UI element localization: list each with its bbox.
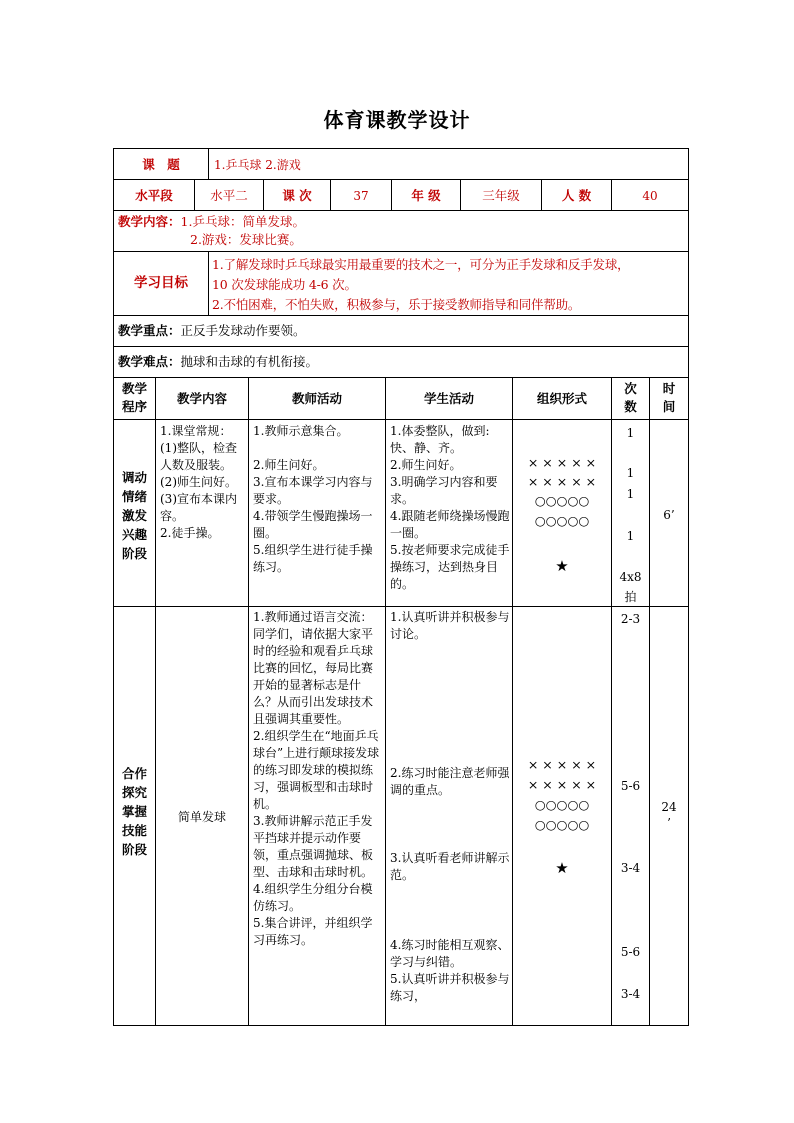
times-value: 1 [626, 466, 635, 480]
grade-label: 年 级 [411, 188, 441, 203]
teacher-star-icon: ★ [555, 859, 569, 877]
lesson-label: 课 次 [282, 188, 312, 203]
difficulty-label: 教学难点： [118, 354, 181, 369]
formation-row: × × × × × [527, 777, 597, 792]
formation-row: × × × × × [527, 474, 597, 489]
phase2-teacher: 1.教师通过语言交流：同学们，请依据大家平时的经验和观看乒乓球比赛的回忆，每局比赛开始的显著标志是什么？从而引出发球技术且强调其重要性。 2.组织学生在“地面乒乓球台”上进行颠球接发球的练习即发球的模拟练习，强调板型和击球时机。 3.教师讲解示范正手发平挡球并提示动作要领，重点强调抛球、板型、击球和击球时机。 4.组织学生分组分台模仿练习。 5.集合讲评，并组织学习再练习。 [253, 610, 380, 947]
phase1-time: 6’ [663, 508, 675, 522]
topic-value: 1.乒乓球 2.游戏 [214, 158, 301, 172]
difficulty-text: 抛球和击球的有机衔接。 [180, 354, 319, 369]
header-organization: 组织形式 [536, 391, 587, 406]
phase2-content: 简单发球 [177, 810, 226, 824]
goals-line2: 10 次发球能成功 4-6 次。 [212, 277, 357, 292]
phase1-teacher: 1.教师示意集合。 2.师生问好。 3.宣布本课学习内容与要求。 4.带领学生慢跑操场一圈。 5.组织学生进行徒手操练习。 [253, 424, 373, 574]
phase2-student-c: 3.认真听看老师讲解示范。 [390, 851, 510, 882]
header-time: 时 间 [662, 381, 676, 414]
page-title: 体育课教学设计 [323, 108, 471, 132]
times-value: 4x8 [619, 570, 642, 584]
formation-row: × × × × × [527, 757, 597, 772]
formation-row: ○○○○○ [534, 797, 590, 812]
phase1-student: 1.体委整队，做到:快、静、齐。 2.师生问好。 3.明确学习内容和要求。 4.跟随老师绕操场慢跑一圈。 5.按老师要求完成徒手操练习，达到热身目的。 [390, 424, 510, 591]
phase2-formation [513, 607, 611, 1025]
phase2-procedure: 合作 探究 掌握 技能 阶段 [121, 766, 147, 857]
level-label: 水平段 [135, 188, 173, 203]
times-value: 2-3 [620, 612, 641, 626]
header-times: 次 数 [624, 381, 637, 414]
times-value: 3-4 [620, 987, 641, 1001]
teaching-content-line2: 2.游戏：发球比赛。 [190, 232, 302, 247]
times-value: 拍 [624, 590, 637, 604]
header-teacher: 教师活动 [291, 391, 342, 406]
times-value: 1 [626, 426, 635, 440]
lesson-value: 37 [353, 189, 369, 203]
phase2-time: 24 ’ [661, 800, 677, 830]
phase1-procedure: 调动 情绪 激发 兴趣 阶段 [121, 470, 147, 561]
header-procedure: 教学 程序 [121, 381, 147, 414]
key-point [118, 322, 688, 340]
count-label: 人 数 [561, 188, 592, 203]
header-student: 学生活动 [423, 391, 474, 406]
formation-row: ○○○○○ [534, 513, 590, 528]
grade-value: 三年级 [482, 188, 520, 203]
phase1-formation [513, 420, 611, 606]
key-point-text: 正反手发球动作要领。 [180, 323, 306, 338]
goals-text [212, 255, 688, 315]
level-value: 水平二 [210, 188, 248, 203]
header-content: 教学内容 [176, 391, 227, 406]
phase1-content: 1.课堂常规： (1)整队，检查人数及服装。 (2)师生问好。 (3)宣布本课内容。 2.徒手操。 [160, 424, 237, 540]
goals-line1: 1.了解发球时乒乓球最实用最重要的技术之一，可分为正手发球和反手发球， [212, 257, 630, 272]
phase2-student-d: 4.练习时能相互观察、学习与纠错。 5.认真听讲并积极参与练习， [390, 938, 510, 1003]
formation-row: ○○○○○ [534, 817, 590, 832]
phase2-student-b: 2.练习时能注意老师强调的重点。 [390, 766, 510, 797]
teaching-content-label: 教学内容： [118, 214, 181, 229]
topic-label: 课 题 [142, 157, 180, 172]
formation-row: × × × × × [527, 455, 597, 470]
times-value: 5-6 [620, 779, 641, 793]
formation-row: ○○○○○ [534, 493, 590, 508]
times-value: 3-4 [620, 861, 641, 875]
goals-line3: 2.不怕困难，不怕失败，积极参与，乐于接受教师指导和同伴帮助。 [212, 297, 581, 312]
phase2-student-a: 1.认真听讲并积极参与讨论。 [390, 610, 510, 641]
teaching-content [118, 213, 688, 249]
times-value: 1 [626, 487, 635, 501]
teaching-content-line1: 1.乒乓球：简单发球。 [180, 214, 305, 229]
teacher-star-icon: ★ [555, 557, 569, 575]
key-point-label: 教学重点： [118, 323, 181, 338]
phase2-times [612, 607, 649, 1025]
times-value: 1 [626, 529, 635, 543]
difficulty [118, 353, 688, 371]
goals-label: 学习目标 [134, 275, 188, 291]
times-value: 5-6 [620, 945, 641, 959]
count-value: 40 [642, 189, 658, 203]
phase1-times [612, 420, 649, 606]
